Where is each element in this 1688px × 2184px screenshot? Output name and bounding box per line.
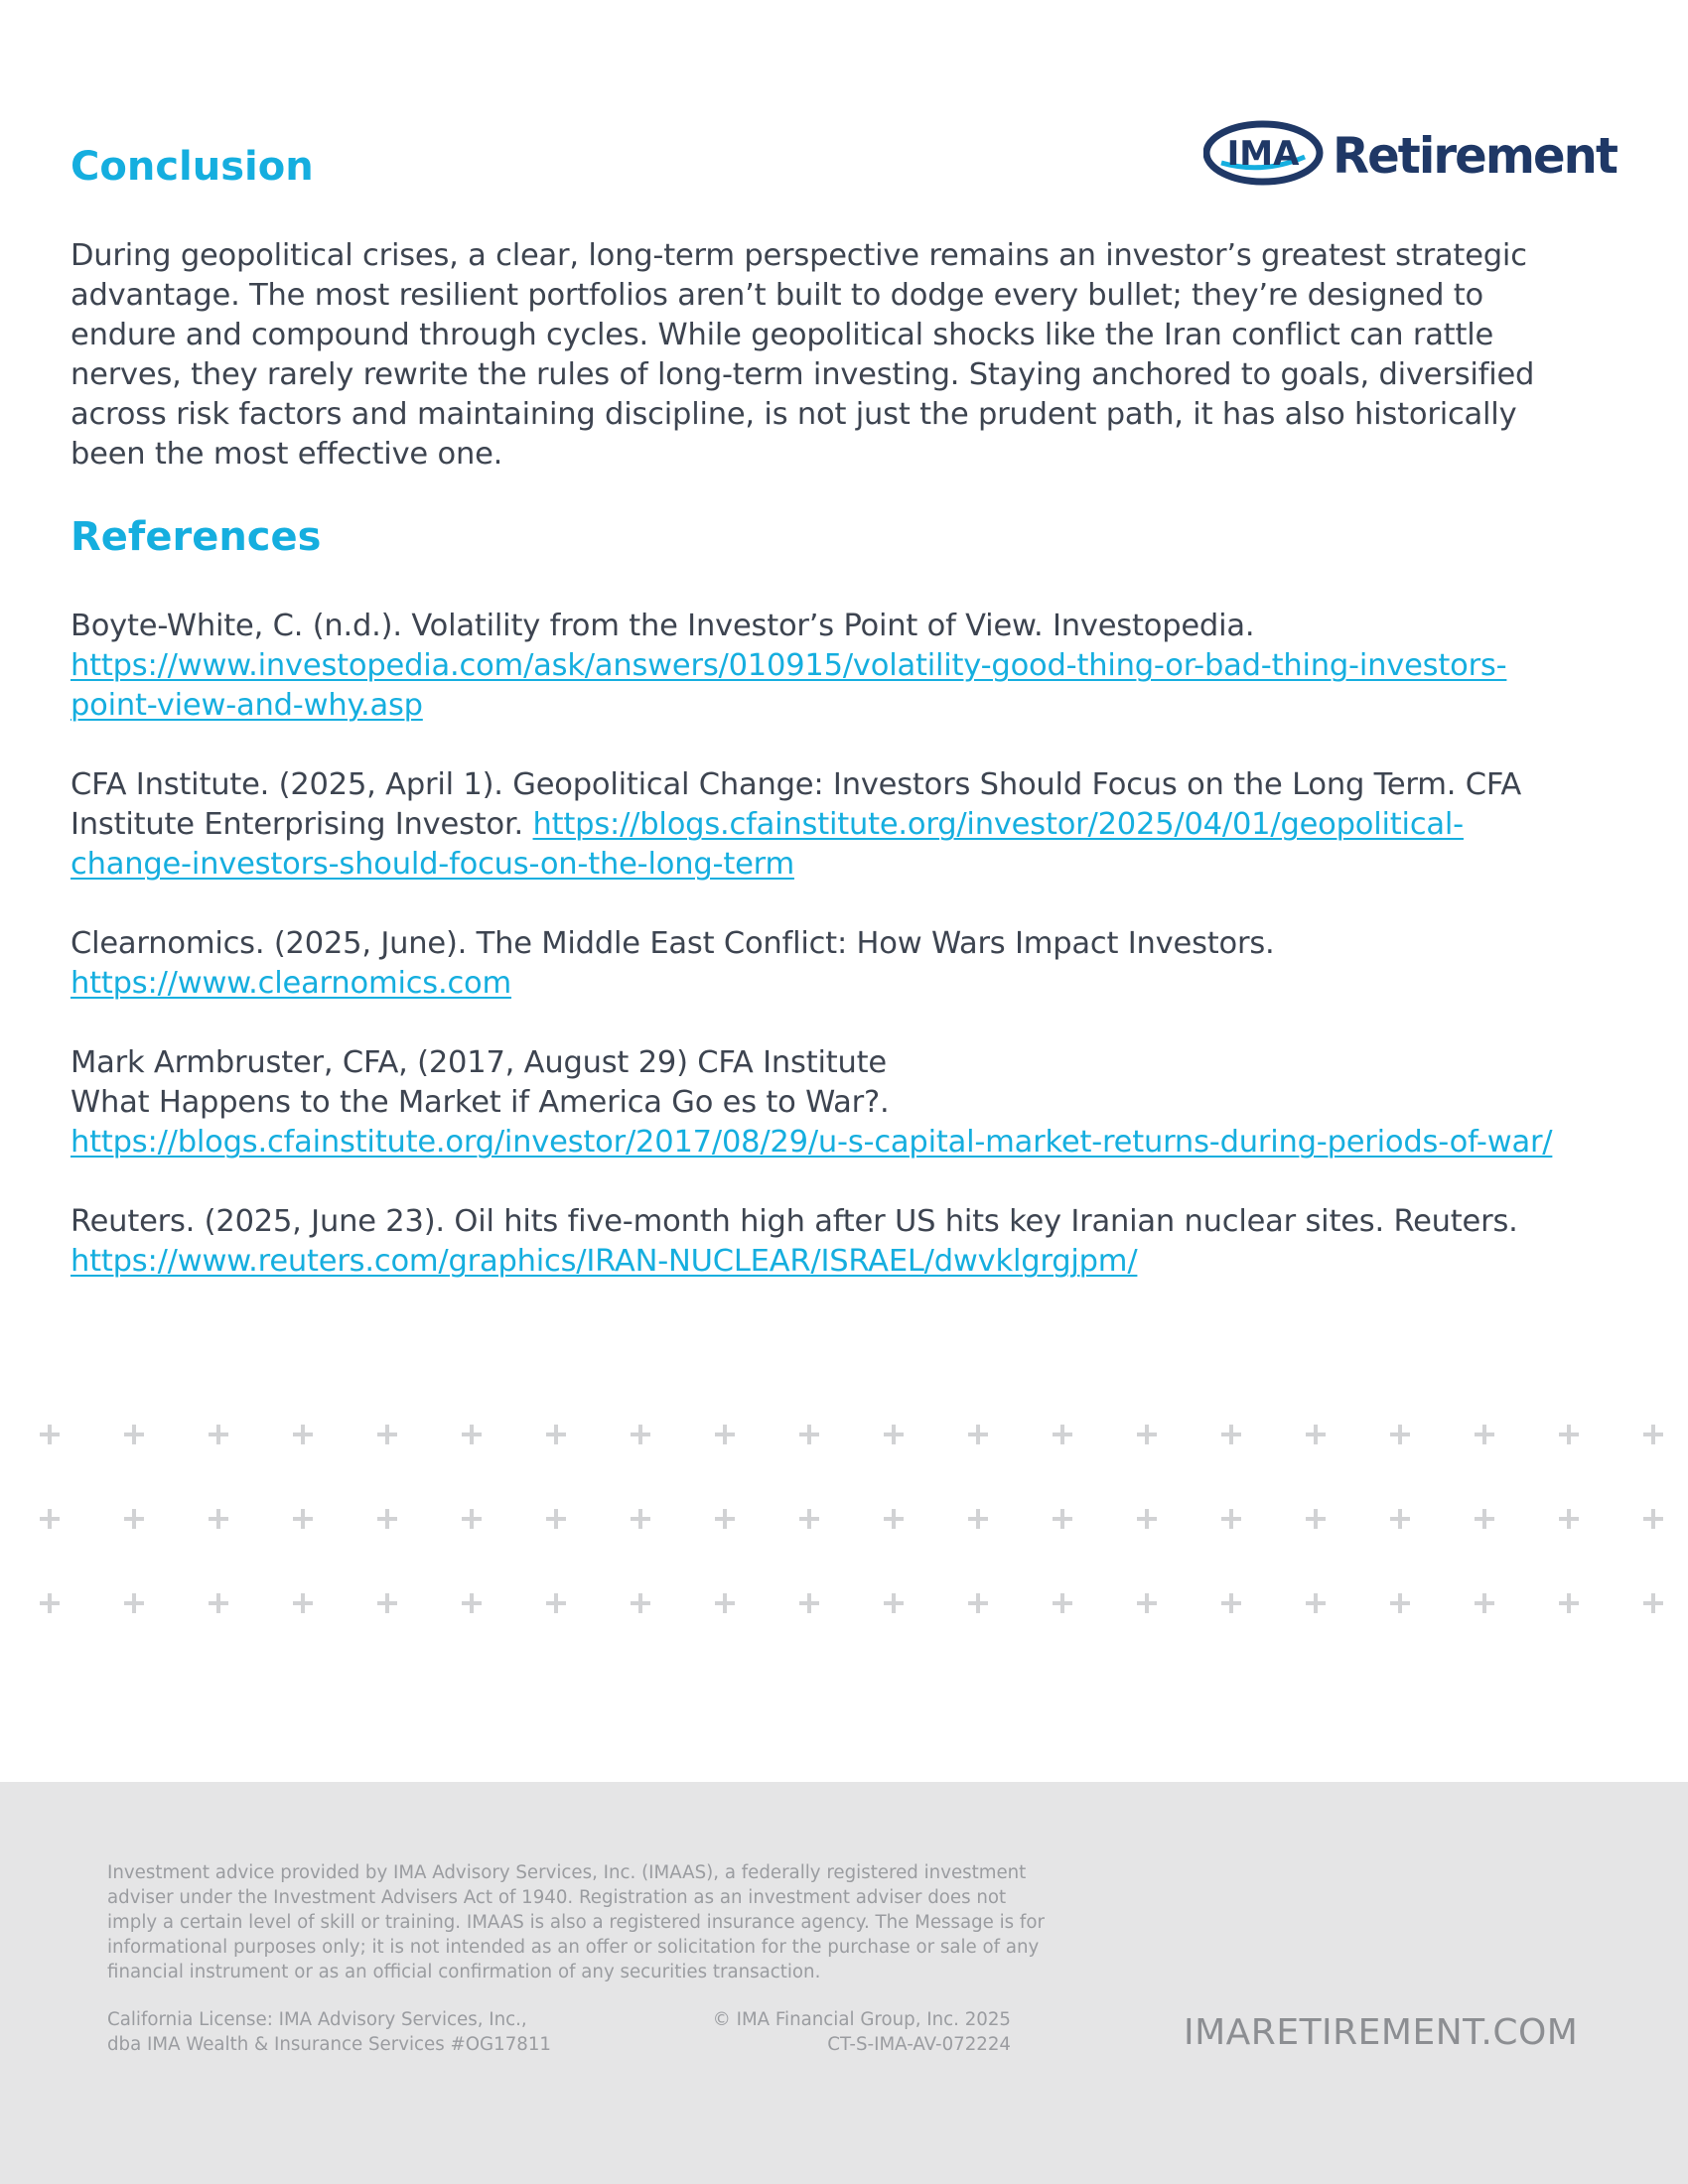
references-heading: References: [70, 514, 322, 560]
plus-mark: [968, 1593, 988, 1613]
reference-link[interactable]: https://blogs.cfainstitute.org/investor/2025/04/01/geopolitical-: [532, 807, 1464, 842]
footer: [0, 1782, 1688, 2184]
plus-mark: [1306, 1509, 1326, 1529]
reference-text: Reuters. (2025, June 23). Oil hits five-month high after US hits key Iranian nuclear sites. Reuters.: [70, 1204, 1518, 1239]
plus-mark: [377, 1425, 397, 1444]
reference-text: Mark Armbruster, CFA, (2017, August 29) CFA Institute: [70, 1045, 887, 1080]
plus-mark: [1221, 1593, 1241, 1613]
plus-mark: [1306, 1593, 1326, 1613]
plus-mark: [799, 1425, 819, 1444]
logo-badge-text: IMA: [1226, 134, 1300, 174]
disclaimer-line: adviser under the Investment Advisers Act of 1940. Registration as an investment adviser does not: [107, 1887, 1007, 1908]
copyright-info: [713, 2007, 1011, 2057]
plus-pattern-decoration: [0, 1385, 1688, 1643]
plus-mark: [1559, 1425, 1579, 1444]
plus-mark: [462, 1509, 482, 1529]
plus-mark: [462, 1425, 482, 1444]
plus-mark: [1643, 1593, 1663, 1613]
plus-mark: [546, 1509, 566, 1529]
plus-mark: [546, 1425, 566, 1444]
reference-link[interactable]: https://www.reuters.com/graphics/IRAN-NUCLEAR/ISRAEL/dwvklgrgjpm/: [70, 1244, 1138, 1279]
plus-mark: [1643, 1425, 1663, 1444]
plus-mark: [799, 1509, 819, 1529]
plus-mark: [209, 1509, 228, 1529]
plus-mark: [884, 1425, 904, 1444]
conclusion-line: During geopolitical crises, a clear, long-term perspective remains an investor’s greatest strategic: [70, 238, 1527, 273]
reference-link[interactable]: https://www.investopedia.com/ask/answers/010915/volatility-good-thing-or-bad-thing-investors-: [70, 648, 1507, 683]
reference-text: What Happens to the Market if America Go es to War?.: [70, 1085, 890, 1120]
plus-mark: [799, 1593, 819, 1613]
reference-link[interactable]: https://www.clearnomics.com: [70, 966, 512, 1001]
ima-retirement-logo: [1203, 117, 1618, 189]
plus-mark: [1053, 1425, 1072, 1444]
document-code: CT-S-IMA-AV-072224: [827, 2034, 1011, 2055]
plus-mark: [1137, 1425, 1157, 1444]
plus-mark: [124, 1509, 144, 1529]
plus-mark: [884, 1593, 904, 1613]
reference-item: [70, 924, 1639, 1004]
plus-mark: [1053, 1509, 1072, 1529]
reference-text: Institute Enterprising Investor.: [70, 807, 524, 842]
plus-mark: [968, 1425, 988, 1444]
plus-mark: [124, 1593, 144, 1613]
plus-mark: [1643, 1509, 1663, 1529]
plus-mark: [968, 1509, 988, 1529]
plus-mark: [1559, 1593, 1579, 1613]
plus-mark: [209, 1425, 228, 1444]
license-line: dba IMA Wealth & Insurance Services #OG17811: [107, 2034, 551, 2055]
plus-mark: [40, 1509, 60, 1529]
plus-mark: [1390, 1509, 1410, 1529]
plus-mark: [631, 1425, 650, 1444]
plus-mark: [293, 1509, 313, 1529]
disclaimer: [107, 1860, 1051, 1984]
plus-mark: [631, 1509, 650, 1529]
disclaimer-line: financial instrument or as an official confirmation of any securities transaction.: [107, 1962, 821, 1982]
plus-mark: [209, 1593, 228, 1613]
logo-word: Retirement: [1333, 127, 1618, 185]
plus-mark: [1390, 1425, 1410, 1444]
plus-mark: [1475, 1509, 1494, 1529]
plus-mark: [1221, 1425, 1241, 1444]
plus-mark: [631, 1593, 650, 1613]
reference-link[interactable]: change-investors-should-focus-on-the-long-term: [70, 847, 794, 882]
reference-item: [70, 1043, 1639, 1162]
plus-mark: [1559, 1509, 1579, 1529]
plus-mark: [1306, 1425, 1326, 1444]
reference-item: [70, 1202, 1639, 1282]
plus-mark: [546, 1593, 566, 1613]
plus-mark: [124, 1425, 144, 1444]
plus-mark: [1221, 1509, 1241, 1529]
plus-mark: [293, 1593, 313, 1613]
disclaimer-line: imply a certain level of skill or training. IMAAS is also a registered insurance agency. The Message is for: [107, 1912, 1045, 1933]
reference-link[interactable]: point-view-and-why.asp: [70, 688, 423, 723]
website-link[interactable]: IMARETIREMENT.COM: [1184, 2012, 1579, 2053]
conclusion-line: across risk factors and maintaining discipline, is not just the prudent path, it has also historically: [70, 397, 1517, 432]
license-info: [107, 2007, 551, 2057]
plus-mark: [1137, 1509, 1157, 1529]
reference-text: Boyte-White, C. (n.d.). Volatility from the Investor’s Point of View. Investopedia.: [70, 609, 1255, 643]
disclaimer-line: Investment advice provided by IMA Advisory Services, Inc. (IMAAS), a federally registered investment: [107, 1862, 1027, 1883]
plus-mark: [377, 1593, 397, 1613]
plus-mark: [1053, 1593, 1072, 1613]
conclusion-paragraph: [70, 236, 1619, 475]
reference-item: [70, 607, 1639, 726]
plus-mark: [40, 1425, 60, 1444]
plus-mark: [715, 1509, 735, 1529]
plus-mark: [462, 1593, 482, 1613]
plus-mark: [293, 1425, 313, 1444]
copyright-text: © IMA Financial Group, Inc. 2025: [712, 2009, 1011, 2030]
plus-mark: [1137, 1593, 1157, 1613]
reference-link[interactable]: https://blogs.cfainstitute.org/investor/2017/08/29/u-s-capital-market-returns-during-periods-of-war/: [70, 1125, 1553, 1160]
reference-item: [70, 765, 1639, 885]
plus-mark: [1390, 1593, 1410, 1613]
plus-mark: [1475, 1593, 1494, 1613]
conclusion-line: advantage. The most resilient portfolios aren’t built to dodge every bullet; they’re designed to: [70, 278, 1483, 313]
plus-mark: [40, 1593, 60, 1613]
plus-mark: [884, 1509, 904, 1529]
license-line: California License: IMA Advisory Services, Inc.,: [107, 2009, 527, 2030]
conclusion-line: nerves, they rarely rewrite the rules of long-term investing. Staying anchored to goals, diversified: [70, 357, 1535, 392]
plus-mark: [715, 1425, 735, 1444]
reference-text: Clearnomics. (2025, June). The Middle East Conflict: How Wars Impact Investors.: [70, 926, 1275, 961]
plus-mark: [715, 1593, 735, 1613]
conclusion-heading: Conclusion: [70, 144, 314, 190]
disclaimer-line: informational purposes only; it is not intended as an offer or solicitation for the purchase or sale of any: [107, 1937, 1040, 1958]
conclusion-line: endure and compound through cycles. While geopolitical shocks like the Iran conflict can rattle: [70, 318, 1494, 352]
conclusion-line: been the most effective one.: [70, 437, 503, 472]
plus-mark: [1475, 1425, 1494, 1444]
reference-text: CFA Institute. (2025, April 1). Geopolitical Change: Investors Should Focus on the Long Term. CFA: [70, 767, 1522, 802]
plus-mark: [377, 1509, 397, 1529]
